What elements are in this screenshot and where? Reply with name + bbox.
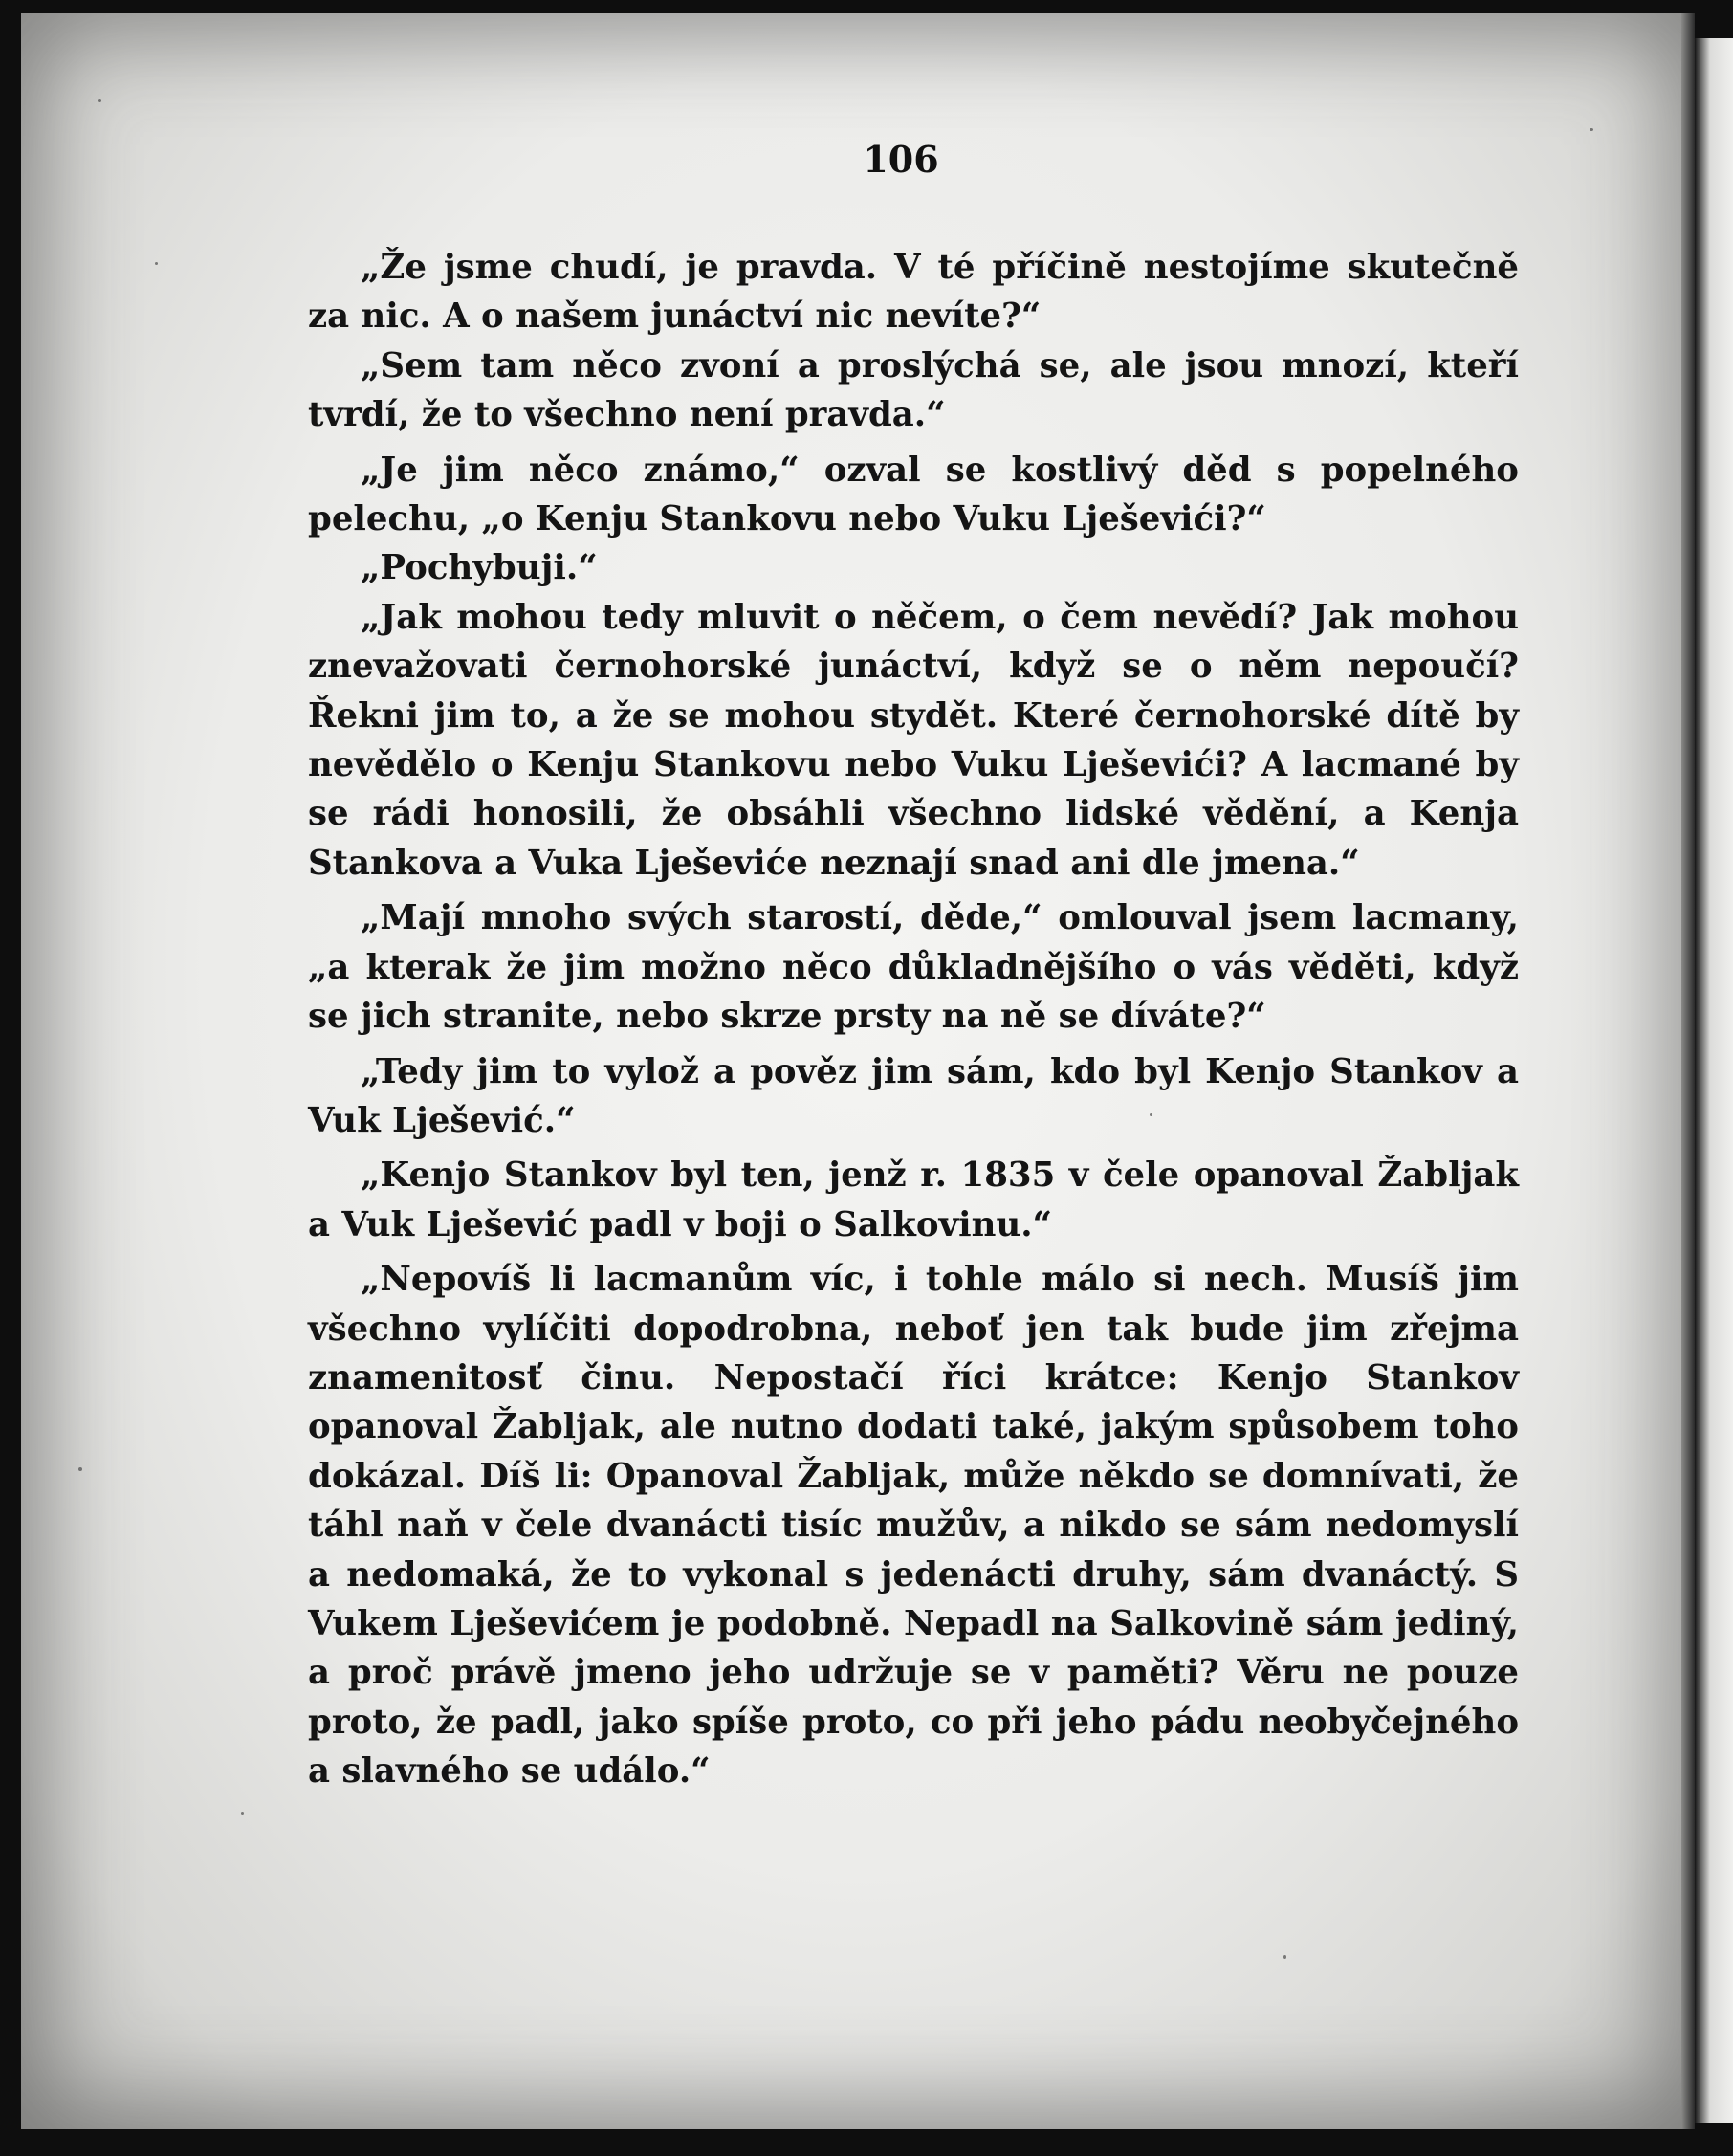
paragraph: „Kenjo Stankov byl ten, jenž r. 1835 v čele opanoval Žabljak a Vuk Lješević padl v boji o Salkovinu.“ — [308, 1155, 1519, 1244]
book-page — [21, 13, 1695, 2129]
next-page-edge — [1695, 38, 1733, 2123]
scan-speck — [98, 99, 101, 102]
scan-speck — [241, 1812, 244, 1815]
paragraph: „Že jsme chudí, je pravda. V té příčině nestojíme skutečně za nic. A o našem junáctví nic nevíte?“ — [308, 248, 1519, 337]
scan-speck — [1150, 1113, 1152, 1116]
scan-speck — [78, 1467, 82, 1471]
paragraph: „Sem tam něco zvoní a proslýchá se, ale jsou mnozí, kteří tvrdí, že to všechno není pravda.“ — [308, 345, 1519, 435]
paragraph: „Tedy jim to vylož a pověz jim sám, kdo byl Kenjo Stankov a Vuk Lješević.“ — [308, 1051, 1519, 1140]
page-number: 106 — [863, 138, 939, 181]
paragraph: „Jak mohou tedy mluvit o něčem, o čem nevědí? Jak mohou znevažovati černohorské junáctví, když se o něm nepoučí? Řekni jim to, a že se mohou stydět. Které černohorské dítě by nevědělo o Kenju Stankovu nebo Vuku Lješevići? A lacmané by se rádi honosili, že obsáhli všechno lidské vědění, a Kenja Stankova a Vuka Lješeviće neznají snad ani dle jmena.“ — [308, 597, 1519, 883]
paragraph: „Mají mnoho svých starostí, děde,“ omlouval jsem lacmany, „a kterak že jim možno něco důkladnějšího o vás věděti, když se jich stranite, nebo skrze prsty na ně se díváte?“ — [308, 898, 1519, 1037]
paragraph: „Nepovíš li lacmanům víc, i tohle málo si nech. Musíš jim všechno vylíčiti dopodrobna, neboť jen tak bude jim zřejma znamenitosť činu. Nepostačí říci krátce: Kenjo Stankov opanoval Žabljak, ale nutno dodati také, jakým spůsobem toho dokázal. Díš li: Opanoval Žabljak, může někdo se domnívati, že táhl naň v čele dvanácti tisíc mužův, a nikdo se sám nedomyslí a nedomaká, že to vykonal s jedenácti druhy, sám dvanáctý. S Vukem Lješevićem je podobně. Nepadl na Salkovině sám jediný, a proč právě jmeno jeho udržuje se v paměti? Věru ne pouze proto, že padl, jako spíše proto, co při jeho pádu neobyčejného a slavného se událo.“ — [308, 1260, 1519, 1792]
page-gutter-shadow — [1681, 13, 1695, 2129]
body-text — [308, 243, 1519, 1796]
scan-speck — [155, 262, 158, 265]
paragraph: „Je jim něco známo,“ ozval se kostlivý děd s popelného pelechu, „o Kenju Stankovu nebo Vuku Lješevići?“ — [308, 450, 1519, 539]
scan-speck — [1590, 128, 1593, 131]
scan-speck — [1283, 1955, 1286, 1959]
paragraph: „Pochybuji.“ — [361, 548, 598, 588]
